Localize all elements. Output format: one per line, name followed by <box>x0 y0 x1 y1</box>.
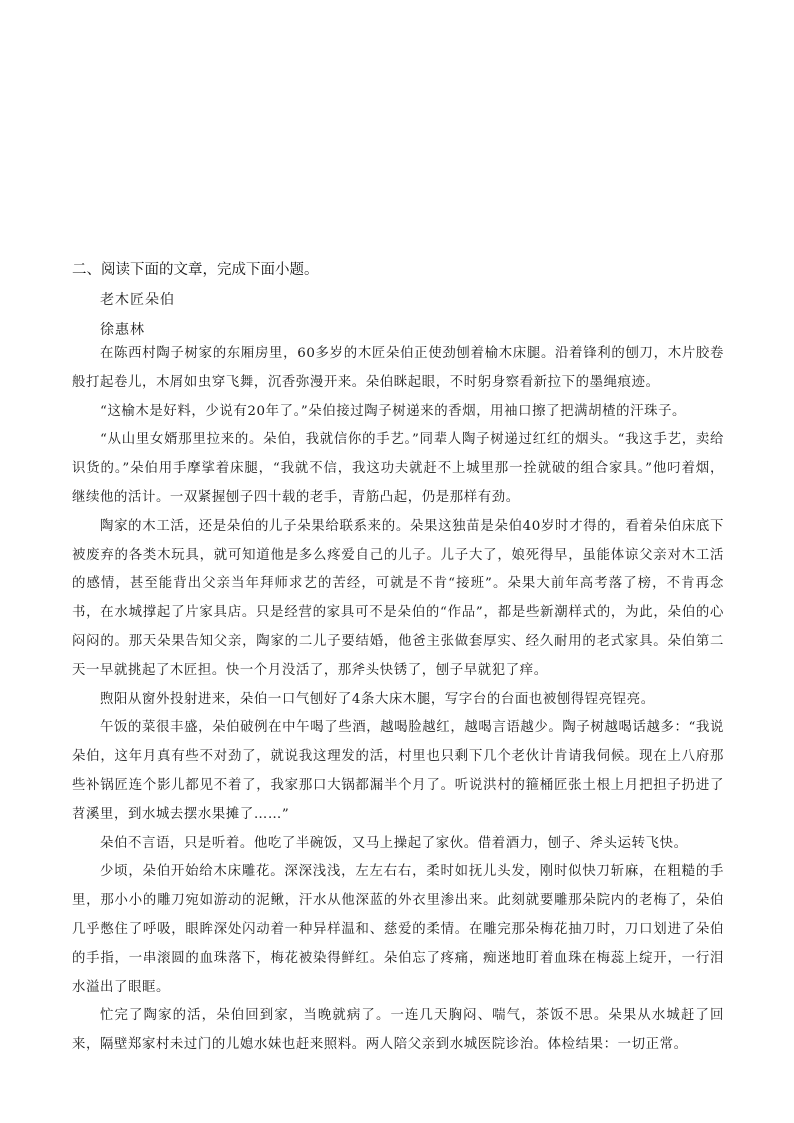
paragraph: 少顷，朵伯开始给木床雕花。深深浅浅，左左右右，柔时如抚儿头发，刚时似快刀斩麻，在粗糙的手里，那小小的雕刀宛如游动的泥鳅，汗水从他深蓝的外衣里渗出来。此刻就要雕那朵院内的老梅了，朵伯几乎憋住了呼吸，眼眸深处闪动着一种异样温和、慈爱的柔情。在雕完那朵梅花抽刀时，刀口划进了朵伯的手指，一串滚圆的血珠落下，梅花被染得鲜红。朵伯忘了疼痛，痴迷地盯着血珠在梅蕊上绽开，一行泪水溢出了眼眶。 <box>72 864 724 995</box>
paragraph: “从山里女婿那里拉来的。朵伯，我就信你的手艺。”同辈人陶子树递过红红的烟头。“我这手艺，卖给识货的。”朵伯用手摩挲着床腿，“我就不信，我这功夫就赶不上城里那一拴就破的组合家具。”他叼着烟，继续他的活计。一双紧握刨子四十载的老手，青筋凸起，仍是那样有劲。 <box>72 432 724 505</box>
section-heading: 二、阅读下面的文章，完成下面小题。 <box>72 262 319 278</box>
article-title: 老木匠朵伯 <box>100 292 175 308</box>
paragraph: 忙完了陶家的活，朵伯回到家，当晚就病了。一连几天胸闷、喘气，茶饭不思。朵果从水城赶了回来，隔壁郑家村未过门的儿媳水妹也赶来照料。两人陪父亲到水城医院诊治。体检结果：一切正常。 <box>72 1008 724 1053</box>
paragraph: 在陈西村陶子树家的东厢房里，60多岁的木匠朵伯正使劲刨着榆木床腿。沿着锋利的刨刀，木片胶卷般打起卷儿，木屑如虫穿飞舞，沉香弥漫开来。朵伯眯起眼，不时躬身察看新拉下的墨绳痕迹。 <box>72 346 724 390</box>
paragraph: 陶家的木工活，还是朵伯的儿子朵果给联系来的。朵果这独苗是朵伯40岁时才得的，看着朵伯床底下被废弃的各类木玩具，就可知道他是多么疼爱自己的儿子。儿子大了，娘死得早，虽能体谅父亲对木工活的感情，甚至能背出父亲当年拜师求艺的苦经，可就是不肯“接班”。朵果大前年高考落了榜，不肯再念书，在水城撑起了片家具店。只是经营的家具可不是朵伯的“作品”，都是些新潮样式的，为此，朵伯的心闷闷的。那天朵果告知父亲，陶家的二儿子要结婚，他爸主张做套厚实、经久耐用的老式家具。朵伯第二天一早就挑起了木匠担。快一个月没活了，那斧头快锈了，刨子早就犯了痒。 <box>72 518 724 678</box>
article-body <box>72 340 724 1060</box>
paragraph: 朵伯不言语，只是听着。他吃了半碗饭，又马上操起了家伙。借着酒力，刨子、斧头运转飞快。 <box>100 835 688 851</box>
paragraph: 煦阳从窗外投射进来，朵伯一口气刨好了4条大床木腿，写字台的台面也被刨得锃亮锃亮。 <box>100 691 655 707</box>
paragraph: 午饭的菜很丰盛，朵伯破例在中午喝了些酒，越喝脸越红，越喝言语越少。陶子树越喝话越多：“我说朵伯，这年月真有些不对劲了，就说我这理发的活，村里也只剩下几个老伙计肯请我伺候。现在上八府那些补锅匠连个影儿都见不着了，我家那口大锅都漏半个月了。听说洪村的箍桶匠张土根上月把担子扔进了苕溪里，到水城去摆水果摊了……” <box>72 720 724 822</box>
paragraph: “这榆木是好料，少说有20年了。”朵伯接过陶子树递来的香烟，用袖口擦了把满胡楂的汗珠子。 <box>100 403 687 419</box>
article-author: 徐惠林 <box>100 322 145 338</box>
